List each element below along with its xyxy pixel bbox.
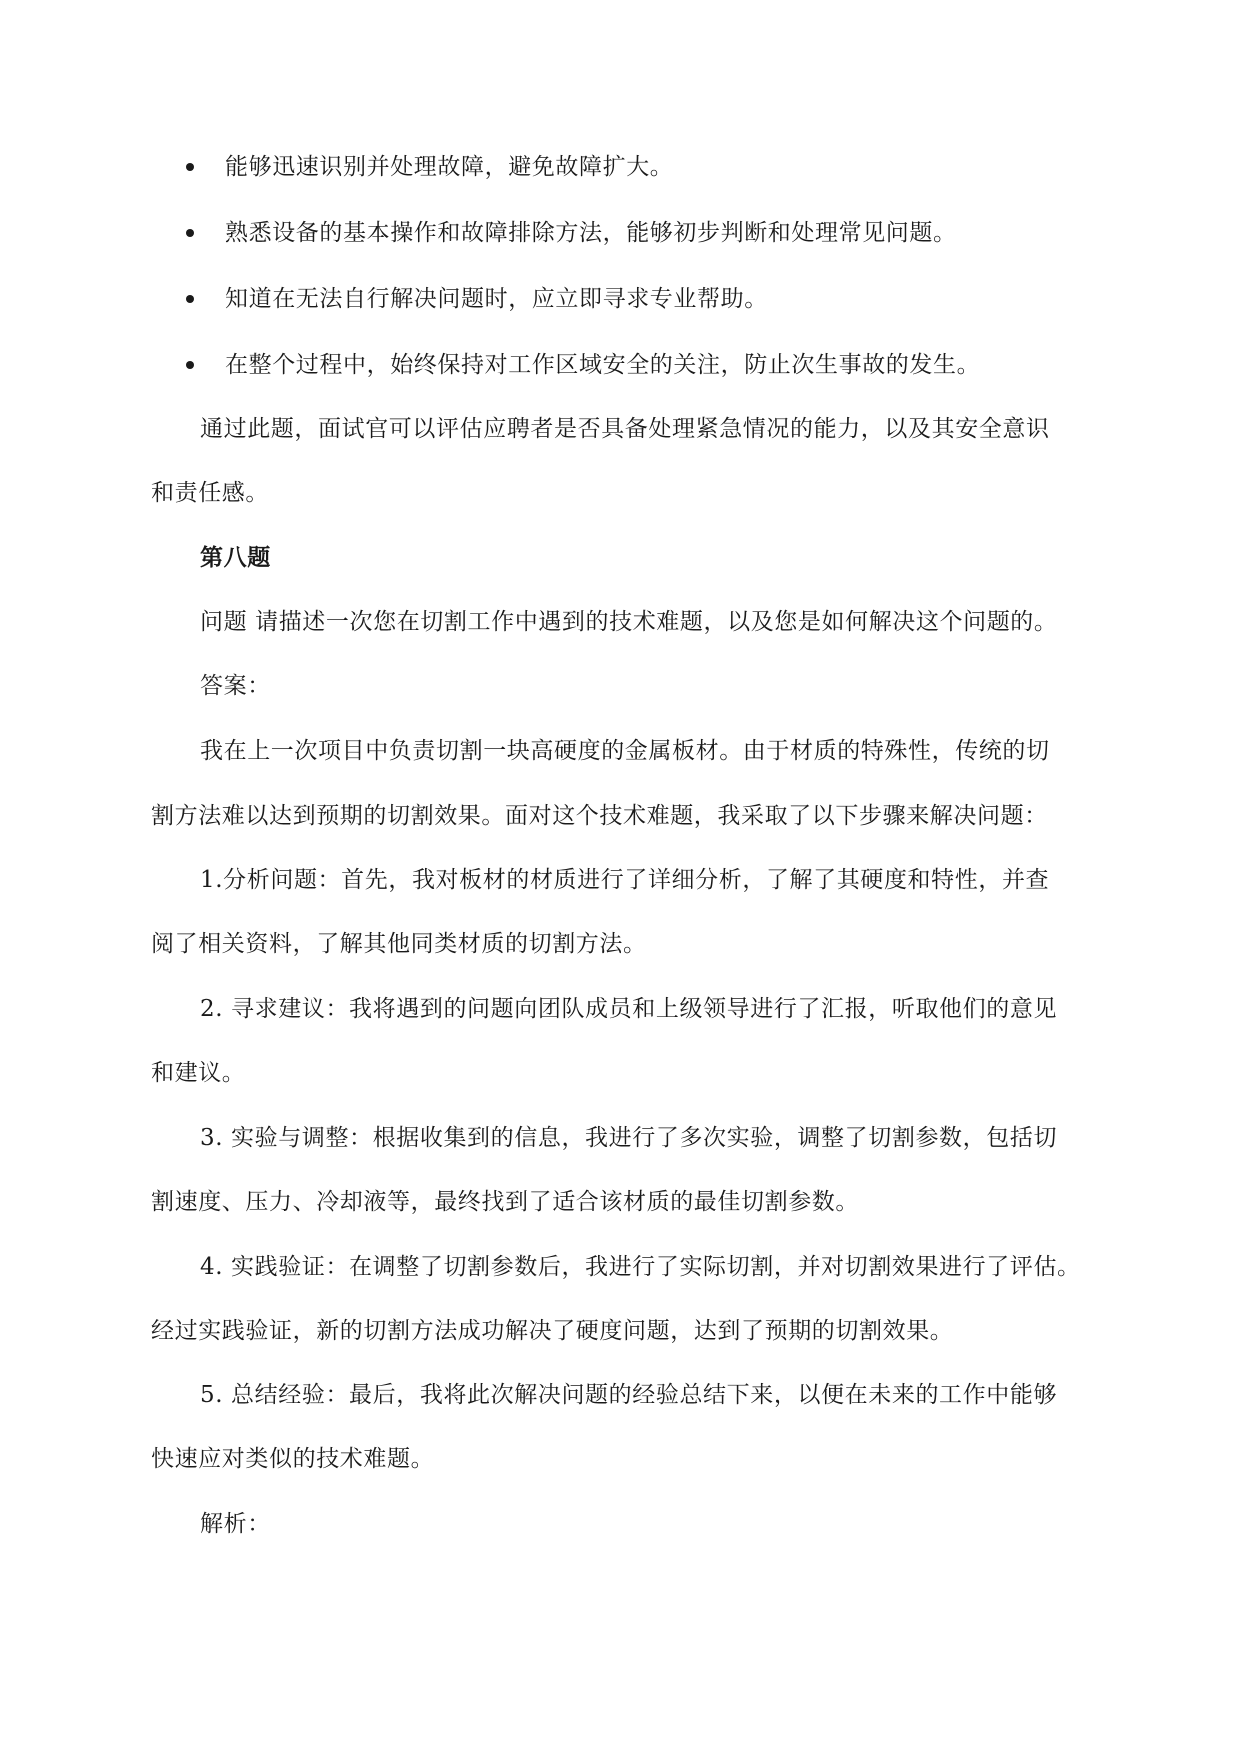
answer-label: 答案： (200, 673, 271, 699)
bullet-icon (186, 229, 194, 237)
step-2-line-1: 2. 寻求建议：我将遇到的问题向团队成员和上级领导进行了汇报，听取他们的意见 (200, 996, 1058, 1022)
bullet-item-4: 在整个过程中，始终保持对工作区域安全的关注，防止次生事故的发生。 (225, 352, 981, 378)
answer-intro-line-2: 割方法难以达到预期的切割效果。面对这个技术难题，我采取了以下步骤来解决问题： (151, 803, 1048, 829)
step-3-line-1: 3. 实验与调整：根据收集到的信息，我进行了多次实验，调整了切割参数，包括切 (200, 1125, 1058, 1151)
step-4-line-1: 4. 实践验证：在调整了切割参数后，我进行了实际切割，并对切割效果进行了评估。 (200, 1254, 1081, 1280)
answer-intro-line-1: 我在上一次项目中负责切割一块高硬度的金属板材。由于材质的特殊性，传统的切 (200, 738, 1050, 764)
step-5-line-2: 快速应对类似的技术难题。 (151, 1446, 435, 1472)
question-text: 问题 请描述一次您在切割工作中遇到的技术难题，以及您是如何解决这个问题的。 (200, 609, 1058, 635)
section-title: 第八题 (200, 544, 271, 571)
bullet-icon (186, 295, 194, 303)
bullet-icon (186, 163, 194, 171)
summary-line-1: 通过此题，面试官可以评估应聘者是否具备处理紧急情况的能力，以及其安全意识 (200, 416, 1050, 442)
step-2-line-2: 和建议。 (151, 1060, 246, 1086)
step-1-line-2: 阅了相关资料，了解其他同类材质的切割方法。 (151, 931, 647, 957)
analysis-label: 解析： (200, 1511, 271, 1537)
step-3-line-2: 割速度、压力、冷却液等，最终找到了适合该材质的最佳切割参数。 (151, 1189, 859, 1215)
step-1-line-1: 1.分析问题：首先，我对板材的材质进行了详细分析，了解了其硬度和特性，并查 (200, 867, 1050, 893)
step-5-line-1: 5. 总结经验：最后，我将此次解决问题的经验总结下来，以便在未来的工作中能够 (200, 1382, 1058, 1408)
bullet-item-2: 熟悉设备的基本操作和故障排除方法，能够初步判断和处理常见问题。 (225, 220, 957, 246)
summary-line-2: 和责任感。 (151, 480, 269, 506)
step-4-line-2: 经过实践验证，新的切割方法成功解决了硬度问题，达到了预期的切割效果。 (151, 1318, 954, 1344)
bullet-item-3: 知道在无法自行解决问题时，应立即寻求专业帮助。 (225, 286, 768, 312)
bullet-icon (186, 361, 194, 369)
bullet-item-1: 能够迅速识别并处理故障，避免故障扩大。 (225, 154, 674, 180)
